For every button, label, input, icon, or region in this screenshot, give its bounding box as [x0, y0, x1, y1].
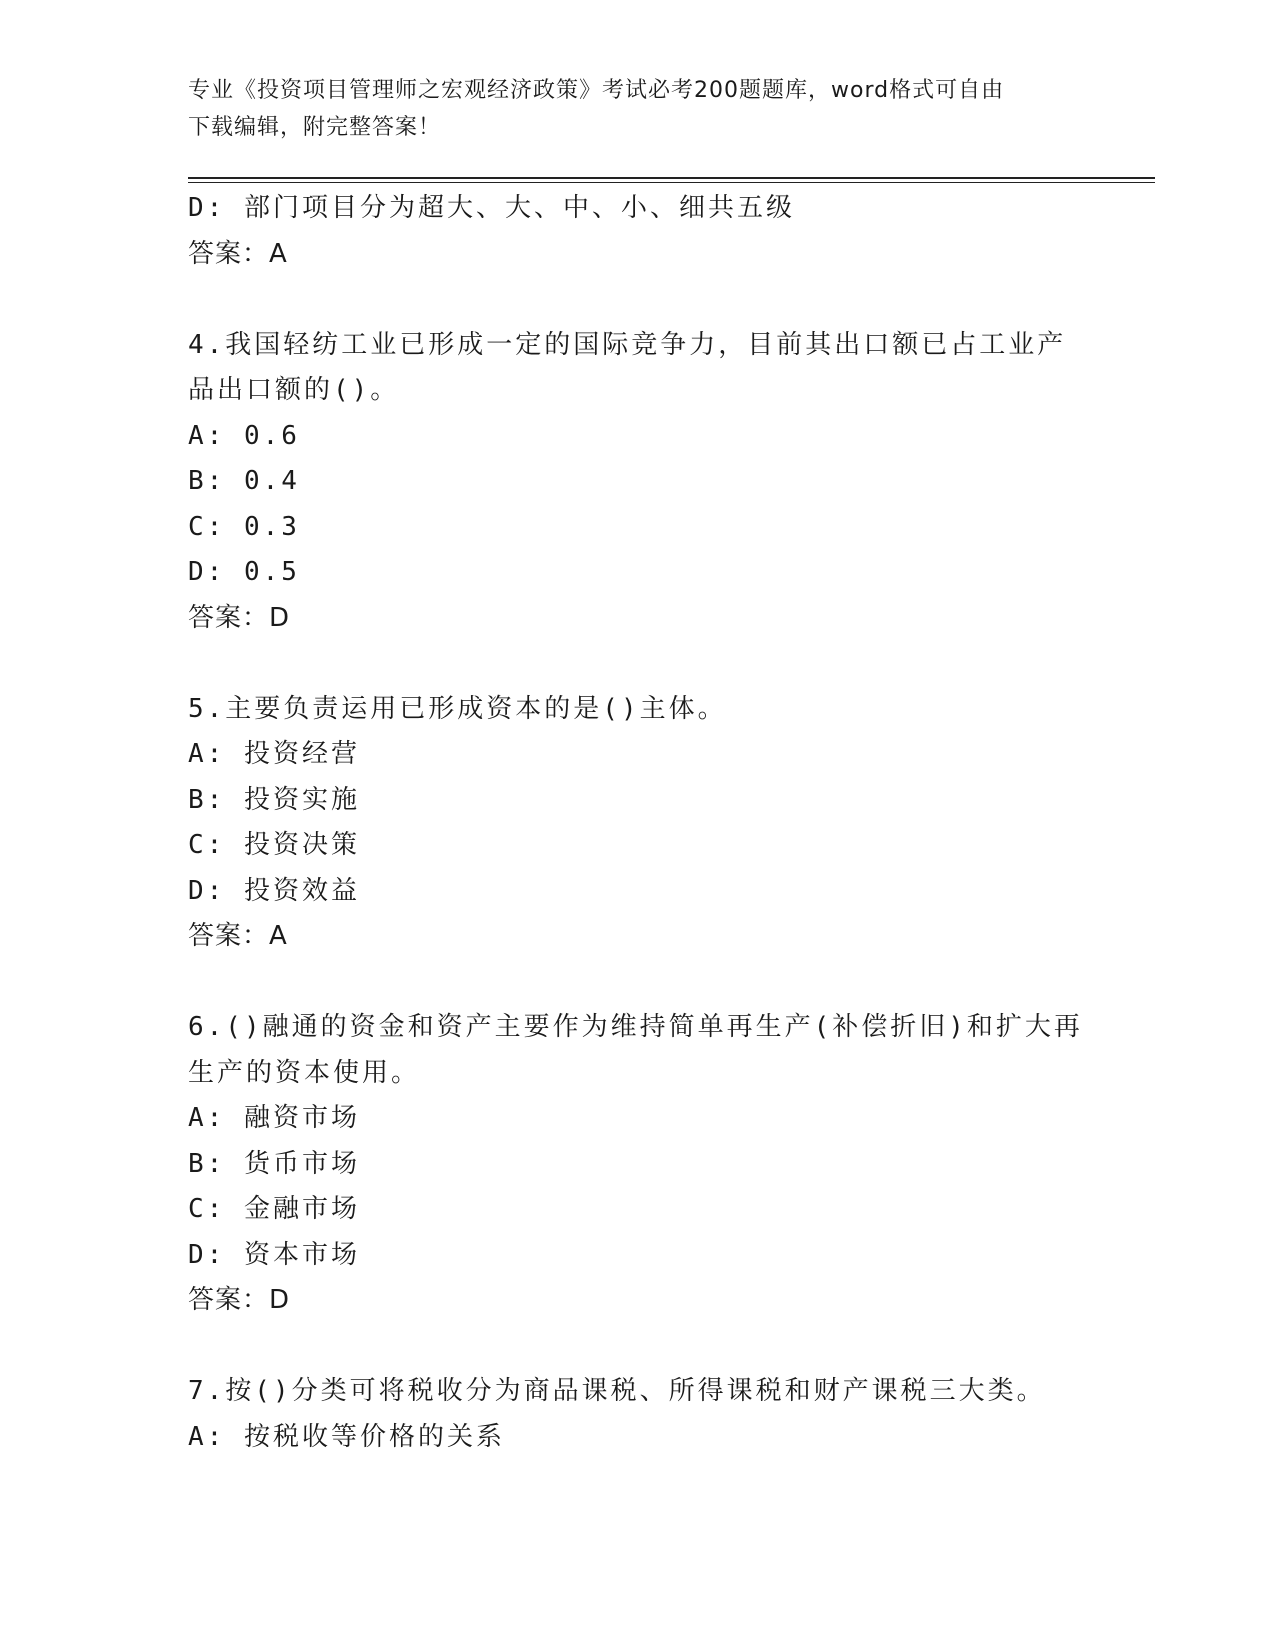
answer-line: 答案：D — [188, 602, 291, 633]
question-4 — [188, 323, 1068, 642]
question-stem: 5.主要负责运用已形成资本的是()主体。 — [188, 693, 727, 724]
spacer — [188, 641, 1068, 687]
answer-line: 答案：A — [188, 238, 288, 269]
spacer — [188, 1324, 1068, 1370]
question-6 — [188, 1005, 1083, 1324]
question-stem: 4.我国轻纺工业已形成一定的国际竞争力，目前其出口额已占工业产 — [188, 329, 1067, 360]
spacer — [188, 960, 1068, 1006]
header-divider-thin — [188, 182, 1155, 183]
option-c: C: 投资决策 — [188, 830, 360, 860]
option-a: A: 0.6 — [188, 420, 300, 451]
answer-line: 答案：D — [188, 1285, 291, 1315]
option-d: D: 投资效益 — [188, 875, 360, 906]
option-b: B: 货币市场 — [188, 1148, 360, 1179]
document-header — [188, 72, 1088, 146]
option-c: C: 金融市场 — [188, 1194, 360, 1224]
option-d: D: 部门项目分为超大、大、中、小、细共五级 — [188, 193, 795, 223]
option-a: A: 融资市场 — [188, 1103, 360, 1133]
option-d: D: 0.5 — [188, 557, 300, 587]
header-divider-thick — [188, 177, 1155, 179]
option-d: D: 资本市场 — [188, 1239, 360, 1270]
answer-line: 答案：A — [188, 921, 288, 951]
option-b: B: 投资实施 — [188, 784, 360, 815]
question-3 — [188, 186, 1068, 277]
option-a: A: 按税收等价格的关系 — [188, 1421, 505, 1452]
header-title-line-2: 下载编辑，附完整答案！ — [188, 115, 442, 140]
option-b: B: 0.4 — [188, 466, 300, 496]
question-stem-continued: 品出口额的()。 — [188, 375, 400, 405]
question-list — [188, 186, 1083, 1460]
header-title-line-1: 专业《投资项目管理师之宏观经济政策》考试必考200题题库，word格式可自由 — [188, 78, 1005, 103]
question-stem-continued: 生产的资本使用。 — [188, 1057, 421, 1088]
question-5 — [188, 687, 1068, 960]
spacer — [188, 277, 1068, 323]
option-c: C: 0.3 — [188, 511, 300, 542]
question-7 — [188, 1369, 1068, 1460]
question-stem: 7.按()分类可将税收分为商品课税、所得课税和财产课税三大类。 — [188, 1376, 1046, 1406]
question-stem: 6.()融通的资金和资产主要作为维持简单再生产(补偿折旧)和扩大再 — [188, 1012, 1083, 1042]
option-a: A: 投资经营 — [188, 739, 360, 769]
